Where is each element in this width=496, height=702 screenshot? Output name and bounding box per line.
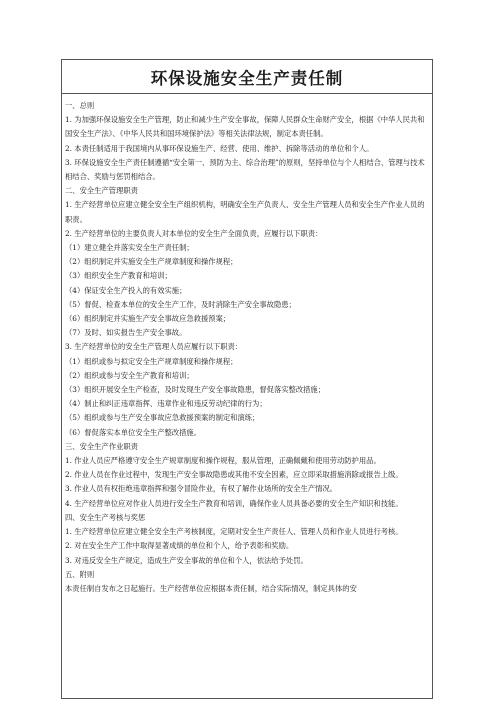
list-item: （5）督促、检查本单位的安全生产工作，及时消除生产安全事故隐患；: [65, 299, 296, 309]
paragraph: 3. 环保设施安全生产责任制遵循“安全第一、预防为主、综合治理”的原则，坚持单位与个人相结合、管理与技术相结合、奖励与惩罚相结合。: [65, 157, 425, 182]
document-frame: [61, 59, 433, 699]
section-heading: 三、安全生产作业职责: [65, 441, 138, 451]
paragraph: 2. 作业人员在作业过程中，发现生产安全事故隐患或其他不安全因素，应立即采取措施消除或报告上级。: [65, 470, 403, 480]
section-heading: 一、总则: [65, 101, 95, 110]
document-body: [62, 94, 432, 596]
list-item: （3）组织安全生产教育和培训；: [65, 271, 172, 281]
paragraph: 3. 作业人员有权拒绝违章指挥和强令冒险作业，有权了解作业场所的安全生产情况。: [65, 484, 337, 494]
paragraph: 1. 作业人员应严格遵守安全生产规章制度和操作规程，服从管理，正确佩戴和使用劳动防护用品。: [65, 456, 381, 466]
paragraph: 1. 生产经营单位应建立健全安全生产组织机构，明确安全生产负责人、安全生产管理人员和安全生产作业人员的职责。: [65, 200, 425, 224]
list-item: （2）组织或参与安全生产教育和培训；: [65, 370, 194, 380]
section-heading: 五、附则: [65, 569, 95, 579]
list-item: （1）建立健全并落实安全生产责任制；: [65, 243, 194, 253]
list-item: （1）组织或参与拟定安全生产规章制度和操作规程；: [65, 356, 238, 366]
list-item: （6）督促落实本单位安全生产整改措施。: [65, 427, 201, 437]
section-heading: 二、安全生产管理职责: [65, 186, 138, 196]
section-heading: 四、安全生产考核与奖惩: [65, 512, 146, 522]
paragraph: 3. 生产经营单位的安全生产管理人员应履行以下职责：: [65, 342, 243, 352]
paragraph: 2. 本责任制适用于我国境内从事环保设施生产、经营、使用、维护、拆除等活动的单位和个人。: [65, 143, 374, 153]
list-item: （3）组织开展安全生产检查，及时发现生产安全事故隐患，督促落实整改措施；: [65, 385, 326, 395]
document-title: 环保设施安全生产责任制: [150, 68, 344, 88]
list-item: （2）组织制定并实施安全生产规章制度和操作规程；: [65, 257, 238, 267]
paragraph: 2. 生产经营单位的主要负责人对本单位的安全生产全面负责，应履行以下职责：: [65, 228, 323, 238]
list-item: （7）及时、如实报告生产安全事故。: [65, 328, 187, 338]
paragraph: 2. 对在安全生产工作中取得显著成绩的单位和个人，给予表彰和奖励。: [65, 541, 294, 551]
list-item: （6）组织制定并实施生产安全事故应急救援预案；: [65, 314, 231, 324]
paragraph: 3. 对违反安全生产规定，造成生产安全事故的单位和个人，依法给予处罚。: [65, 555, 308, 565]
paragraph: 4. 生产经营单位应对作业人员进行安全生产教育和培训，确保作业人员具备必要的安全生产知识和技能。: [65, 498, 403, 508]
paragraph: 本责任制自发布之日起施行。生产经营单位应根据本责任制，结合实际情况，制定具体的安: [65, 583, 357, 593]
paragraph: 1. 生产经营单位应建立健全安全生产考核制度，定期对安全生产责任人、管理人员和作业人员进行考核。: [65, 527, 403, 537]
list-item: （4）制止和纠正违章指挥、违章作业和违反劳动纪律的行为；: [65, 399, 267, 409]
title-cell: [62, 60, 432, 94]
list-item: （5）组织或参与生产安全事故应急救援预案的制定和演练；: [65, 413, 260, 423]
paragraph: 1. 为加强环保设施安全生产管理，防止和减少生产安全事故，保障人民群众生命财产安全，根据《中华人民共和国安全生产法》、《中华人民共和国环境保护法》等相关法律法规，制定本责任制。: [65, 115, 425, 139]
list-item: （4）保证安全生产投入的有效实施；: [65, 285, 187, 295]
